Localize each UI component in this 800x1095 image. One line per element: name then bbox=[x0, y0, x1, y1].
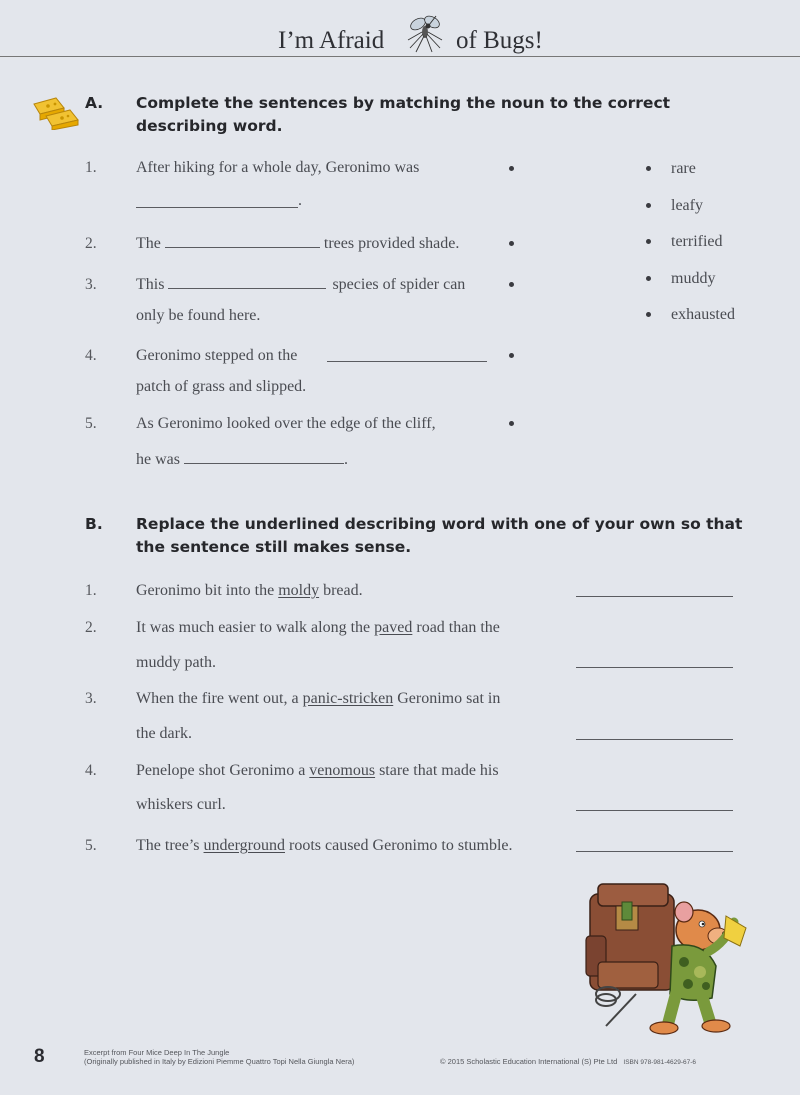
a-item-1-match-dot[interactable] bbox=[509, 166, 514, 171]
geronimo-backpack-illustration bbox=[576, 876, 752, 1038]
b-item-1-text bbox=[136, 582, 363, 600]
a-item-1-text: After hiking for a whole day, Geronimo was bbox=[136, 159, 420, 176]
a-item-4-match-dot[interactable] bbox=[509, 353, 514, 358]
page-number: 8 bbox=[34, 1046, 45, 1067]
a-item-1-blank[interactable] bbox=[136, 207, 298, 208]
b-item-3-text bbox=[136, 690, 500, 708]
b-item-1-answer-line[interactable] bbox=[576, 596, 733, 597]
page-title-right: of Bugs! bbox=[456, 27, 543, 54]
a-item-2-after: trees provided shade. bbox=[323, 235, 460, 252]
a-item-3-text bbox=[136, 276, 465, 294]
cheese-icon bbox=[30, 94, 82, 130]
b-item-2-number: 2. bbox=[85, 619, 97, 636]
b-item-5-text bbox=[136, 837, 513, 855]
a-item-5-line2-before: he was bbox=[136, 451, 180, 468]
option-muddy: muddy bbox=[671, 270, 716, 287]
b-item-2-line2: muddy path. bbox=[136, 654, 216, 671]
b-item-4-pre: Penelope shot Geronimo a bbox=[136, 762, 306, 779]
footer-copyright-text: © 2015 Scholastic Education International (S) Pte Ltd bbox=[440, 1057, 618, 1066]
footer-isbn: ISBN 978-981-4629-67-6 bbox=[623, 1059, 697, 1066]
footer-excerpt-line-2: (Originally published in Italy by Edizioni Piemme Quattro Topi Nella Giungla Nera) bbox=[84, 1057, 355, 1066]
b-item-3-line2: the dark. bbox=[136, 725, 192, 742]
b-item-2-post: road than the bbox=[416, 619, 500, 636]
b-item-4-line2: whiskers curl. bbox=[136, 796, 226, 813]
option-exhausted: exhausted bbox=[671, 306, 735, 323]
a-item-3-match-dot[interactable] bbox=[509, 282, 514, 287]
section-a-letter: A. bbox=[85, 94, 104, 112]
header-rule bbox=[0, 56, 800, 57]
footer-copyright bbox=[440, 1057, 696, 1067]
option-dot-leafy[interactable] bbox=[646, 203, 651, 208]
b-item-2-text bbox=[136, 619, 500, 637]
b-item-5-post: roots caused Geronimo to stumble. bbox=[289, 837, 513, 854]
b-item-2-pre: It was much easier to walk along the bbox=[136, 619, 371, 636]
b-item-5-answer-line[interactable] bbox=[576, 851, 733, 852]
a-item-3-blank[interactable] bbox=[168, 276, 326, 289]
section-b-letter: B. bbox=[85, 515, 103, 533]
a-item-2-number: 2. bbox=[85, 235, 97, 252]
a-item-3-after: species of spider can bbox=[332, 276, 466, 293]
b-item-4-number: 4. bbox=[85, 762, 97, 779]
option-leafy: leafy bbox=[671, 197, 703, 214]
a-item-1-period: . bbox=[298, 192, 302, 209]
b-item-5-underlined-word: underground bbox=[203, 837, 285, 854]
a-item-1-number: 1. bbox=[85, 159, 97, 176]
a-item-5-line2 bbox=[136, 451, 348, 469]
option-terrified: terrified bbox=[671, 233, 723, 250]
a-item-3-before: This bbox=[136, 276, 165, 293]
b-item-4-answer-line[interactable] bbox=[576, 810, 733, 811]
b-item-1-pre: Geronimo bit into the bbox=[136, 582, 275, 599]
a-item-5-period: . bbox=[343, 451, 348, 468]
a-item-5-match-dot[interactable] bbox=[509, 421, 514, 426]
a-item-3-number: 3. bbox=[85, 276, 97, 293]
a-item-4-number: 4. bbox=[85, 347, 97, 364]
mosquito-icon bbox=[402, 10, 448, 56]
a-item-3-line2: only be found here. bbox=[136, 307, 261, 324]
b-item-4-text bbox=[136, 762, 499, 780]
b-item-3-number: 3. bbox=[85, 690, 97, 707]
section-b-instruction: Replace the underlined describing word with one of your own so that the sentence still makes sense. bbox=[136, 515, 743, 556]
a-item-2-match-dot[interactable] bbox=[509, 241, 514, 246]
b-item-5-number: 5. bbox=[85, 837, 97, 854]
b-item-2-answer-line[interactable] bbox=[576, 667, 733, 668]
section-a-instruction: Complete the sentences by matching the noun to the correct describing word. bbox=[136, 94, 671, 135]
a-item-4-text: Geronimo stepped on the bbox=[136, 347, 298, 364]
a-item-2-text bbox=[136, 235, 459, 253]
b-item-4-post: stare that made his bbox=[379, 762, 499, 779]
page-title-left: I’m Afraid bbox=[278, 27, 385, 54]
a-item-4-blank[interactable] bbox=[327, 361, 487, 362]
b-item-3-pre: When the fire went out, a bbox=[136, 690, 299, 707]
b-item-2-underlined-word: paved bbox=[374, 619, 413, 636]
a-item-5-number: 5. bbox=[85, 415, 97, 432]
b-item-3-underlined-word: panic-stricken bbox=[302, 690, 394, 707]
option-dot-rare[interactable] bbox=[646, 166, 651, 171]
a-item-2-blank[interactable] bbox=[165, 235, 320, 248]
b-item-1-number: 1. bbox=[85, 582, 97, 599]
b-item-3-post: Geronimo sat in bbox=[397, 690, 501, 707]
footer-excerpt-line-1: Excerpt from Four Mice Deep In The Jungle bbox=[84, 1048, 230, 1057]
b-item-5-pre: The tree’s bbox=[136, 837, 200, 854]
option-dot-terrified[interactable] bbox=[646, 239, 651, 244]
b-item-4-underlined-word: venomous bbox=[309, 762, 376, 779]
b-item-3-answer-line[interactable] bbox=[576, 739, 733, 740]
a-item-5-blank[interactable] bbox=[184, 451, 344, 464]
option-dot-muddy[interactable] bbox=[646, 276, 651, 281]
a-item-4-line2: patch of grass and slipped. bbox=[136, 378, 307, 395]
option-dot-exhausted[interactable] bbox=[646, 312, 651, 317]
b-item-1-post: bread. bbox=[323, 582, 363, 599]
a-item-5-text: As Geronimo looked over the edge of the cliff, bbox=[136, 415, 436, 432]
option-rare: rare bbox=[671, 160, 696, 177]
a-item-2-before: The bbox=[136, 235, 161, 252]
b-item-1-underlined-word: moldy bbox=[278, 582, 320, 599]
